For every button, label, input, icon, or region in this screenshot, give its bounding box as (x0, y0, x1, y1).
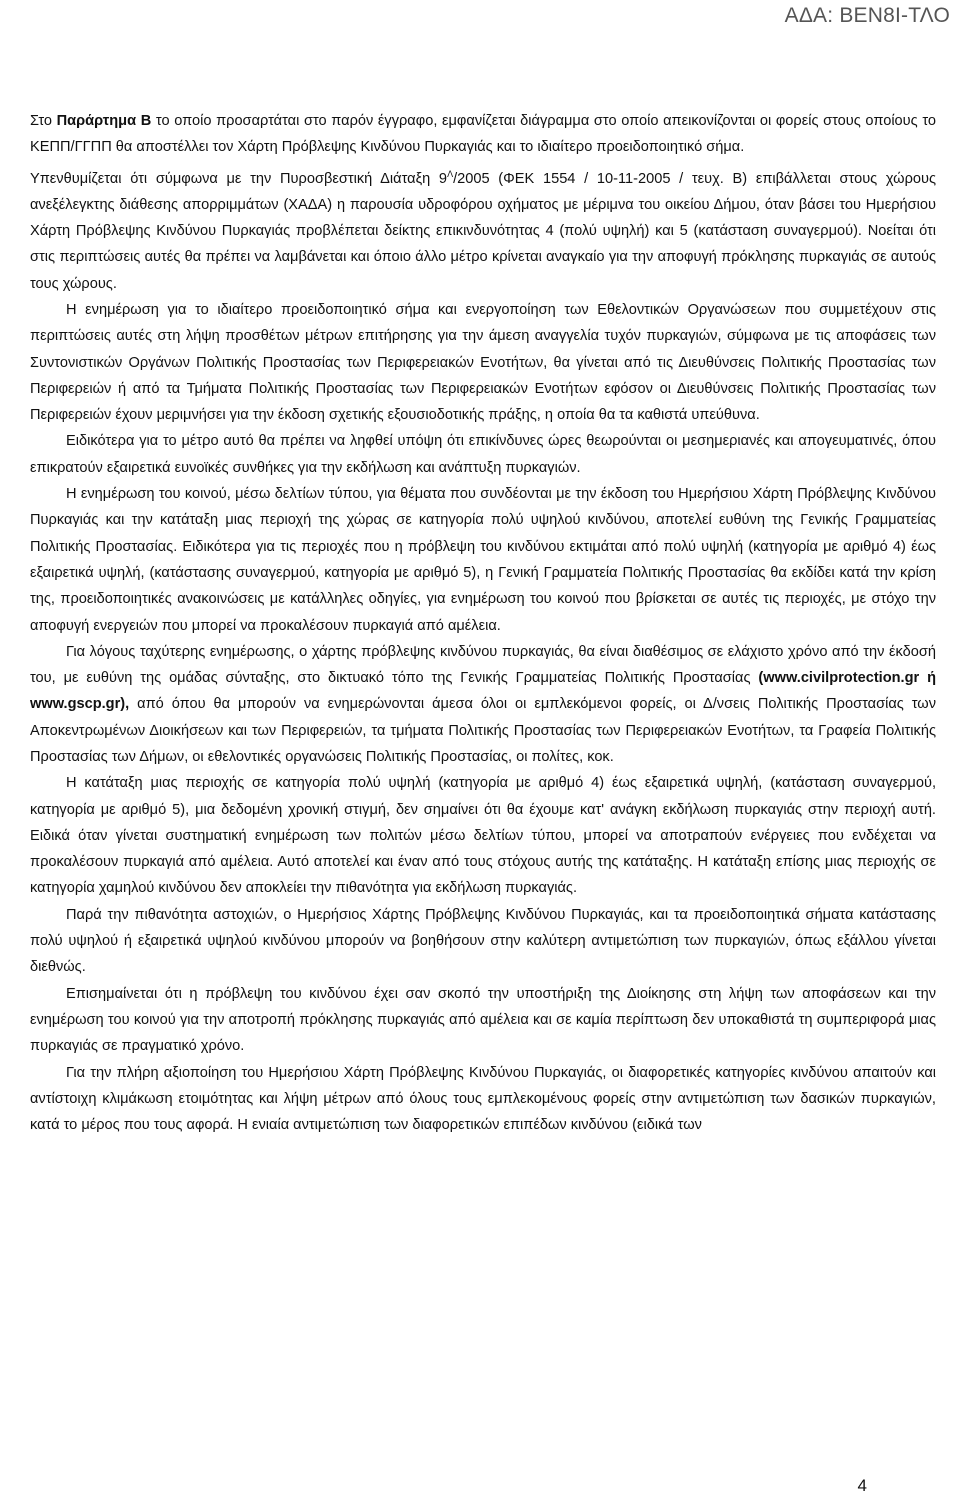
paragraph-dangerous-hours: Ειδικότερα για το μέτρο αυτό θα πρέπει να ληφθεί υπόψη ότι επικίνδυνες ώρες θεωρούνται οι μεσημεριανές και απογευματινές, όπου επικρατούν εξαιρετικά ευνοϊκές συνθήκες για την εκδήλωση και ανάπτυξη πυρκαγιών. (30, 433, 936, 476)
paragraph-annex: Στο Παράρτημα Β το οποίο προσαρτάται στο παρόν έγγραφο, εμφανίζεται διάγραμμα στο οποίο απεικονίζονται οι φορείς στους οποίους το ΚΕΠΠ/ΓΓΠΠ θα αποστέλλει τον Χάρτη Πρόβλεψης Κινδύνου Πυρκαγιάς και το ιδιαίτερο προειδοποιητικό σήμα. (30, 113, 936, 156)
page-number: 4 (857, 1476, 867, 1495)
website-links: (www.civilprotection.gr ή www.gscp.gr), (30, 670, 937, 713)
paragraph-map-availability: Για λόγους ταχύτερης ενημέρωσης, ο χάρτης πρόβλεψης κινδύνου πυρκαγιάς, θα είναι διαθέσιμος σε ελάχιστο χρόνο από την έκδοσή του, με ευθύνη της ομάδας σύνταξης, στο δικτυακό τόπο της Γενικής Γραμματείας Πολιτικής Προστασίας (www.civilprotection.gr ή www.gscp.gr), από όπου θα μπορούν να ενημερώνονται άμεσα όλοι οι εμπλεκόμενοι φορείς, οι Δ/νσεις Πολιτικής Προστασίας των Αποκεντρωμένων Διοικήσεων και των Περιφερειών, τα τμήματα Πολιτικής Προστασίας των Περιφερειακών Ενοτήτων, τα Γραφεία Πολιτικής Προστασίας των Δήμων, οι εθελοντικές οργανώσεις Πολιτικής Προστασίας, οι πολίτες, κοκ. (30, 643, 937, 765)
paragraph-volunteers: Η ενημέρωση για το ιδιαίτερο προειδοποιητικό σήμα και ενεργοποίηση των Εθελοντικών Οργανώσεων που συμμετέχουν στις περιπτώσεις αυτές στη λήψη προσθέτων μέτρων επιτήρησης για την άμεση αναγγελία τυχόν πυρκαγιών, σύμφωνα με τις αποφάσεις των Συντονιστικών Οργάνων Πολιτικής Προστασίας των Περιφερειακών Ενοτήτων, θα γίνεται από τις Διευθύνσεις Πολιτικής Προστασίας των Περιφερειών ή από τα Τμήματα Πολιτικής Προστασίας των Περιφερειακών Ενοτήτων εφόσον οι Διευθύνσεις Πολιτικής Προστασίας των Περιφερειών έχουν μεριμνήσει για την έκδοση σχετικής εξουσιοδοτικής πράξης, η οποία θα τα καθιστά υπεύθυνα. (30, 301, 936, 424)
paragraph-purpose: Επισημαίνεται ότι η πρόβλεψη του κινδύνου έχει σαν σκοπό την υποστήριξη της Διοίκησης στη λήψη των αποφάσεων και την ενημέρωση του κοινού για την αποτροπή πρόκλησης πυρκαγιάς από αμέλεια και σε καμία περίπτωση δεν υποκαθιστά τη συμπεριφορά μιας πυρκαγιάς σε πραγματικό χρόνο. (30, 985, 936, 1055)
document-body (30, 108, 936, 1138)
paragraph-failures: Παρά την πιθανότητα αστοχιών, ο Ημερήσιος Χάρτης Πρόβλεψης Κινδύνου Πυρκαγιάς, και τα προειδοποιητικά σήματα κατάστασης πολύ υψηλού ή εξαιρετικά υψηλού κινδύνου μπορούν να βοηθήσουν στην καλύτερη αντιμετώπιση των πυρκαγιών, όπως εξάλλου γίνεται διεθνώς. (30, 906, 936, 976)
paragraph-public-information: Η ενημέρωση του κοινού, μέσω δελτίων τύπου, για θέματα που συνδέονται με την έκδοση του Ημερήσιου Χάρτη Πρόβλεψης Κινδύνου Πυρκαγιάς και την κατάταξη μιας περιοχή της χώρας σε κατηγορία πολύ υψηλού κινδύνου, αποτελεί ευθύνη της Γενικής Γραμματείας Πολιτικής Προστασίας. Ειδικότερα για τις περιοχές που η πρόβλεψη του κινδύνου εκτιμάται από πολύ υψηλή (κατηγορία με αριθμό 4) έως εξαιρετικά υψηλή, (κατάστασης συναγερμού, κατηγορία με αριθμό 5), η Γενική Γραμματεία Πολιτικής Προστασίας θα εκδίδει κατά την κρίση της, προειδοποιητικές ανακοινώσεις με κατάλληλες οδηγίες, για ενημέρωση του κοινού που βρίσκεται σε αυτές τις περιοχές, με στόχο την αποφυγή ενεργειών που μπορεί να προκαλέσουν πυρκαγιά από αμέλεια. (30, 486, 936, 634)
paragraph-classification: Η κατάταξη μιας περιοχής σε κατηγορία πολύ υψηλή (κατηγορία με αριθμό 4) έως εξαιρετικά υψηλή, (κατάσταση συναγερμού, κατηγορία με αριθμό 5), μια δεδομένη χρονική στιγμή, δεν σημαίνει ότι θα έχουμε κατ' ανάγκη εκδήλωση πυρκαγιάς στην περιοχή αυτή. Ειδικά όταν γίνεται συστηματική ενημέρωση των πολιτών μέσω δελτίων τύπου, μπορεί να αποτραπούν ενέργειες που ενδέχεται να προκαλέσουν πυρκαγιά από αμέλεια. Αυτό αποτελεί και έναν από τους στόχους αυτής της κατάταξης. Η κατάταξη επίσης μιας περιοχής σε κατηγορία χαμηλού κινδύνου δεν αποκλείει την πιθανότητα για εκδήλωση πυρκαγιάς. (30, 775, 936, 897)
annex-reference: Παράρτημα Β (56, 113, 152, 129)
paragraph-utilization: Για την πλήρη αξιοποίηση του Ημερήσιου Χάρτη Πρόβλεψης Κινδύνου Πυρκαγιάς, οι διαφορετικές κατηγορίες κινδύνου απαιτούν και αντίστοιχη κλιμάκωση ετοιμότητας και λήψη μέτρων από όλους τους εμπλεκομένους φορείς στην αντιμετώπιση των δασικών πυρκαγιών, κατά το μέρος που τους αφορά. Η ενιαία αντιμετώπιση των διαφορετικών επιπέδων κινδύνου (ειδικά των (30, 1064, 936, 1134)
paragraph-fire-regulation: Υπενθυμίζεται ότι σύμφωνα με την Πυροσβεστική Διάταξη $9^\Lambda/2005$ (ΦΕΚ 1554 / 10-11-2005 / τευχ. Β) επιβάλλεται στους χώρους ανεξέλεγκτης διάθεσης απορριμμάτων (ΧΑΔΑ) η παρουσία υδροφόρου οχήματος με μέριμνα του οικείου Δήμου, όταν βάσει του Ημερήσιου Χάρτη Πρόβλεψης Κινδύνου Πυρκαγιάς προβλέπεται δείκτης επικινδυνότητας 4 (πολύ υψηλή) και 5 (κατάσταση συναγερμού). Νοείται ότι στις περιπτώσεις αυτές θα πρέπει να λαμβάνεται και όποιο άλλο μέτρο κρίνεται αναγκαίο για την αποφυγή πρόκλησης πυρκαγιάς σε αυτούς τους χώρους. (30, 168, 936, 292)
document-code: ΑΔΑ: ΒΕΝ8Ι-ΤΛΟ (784, 4, 950, 27)
